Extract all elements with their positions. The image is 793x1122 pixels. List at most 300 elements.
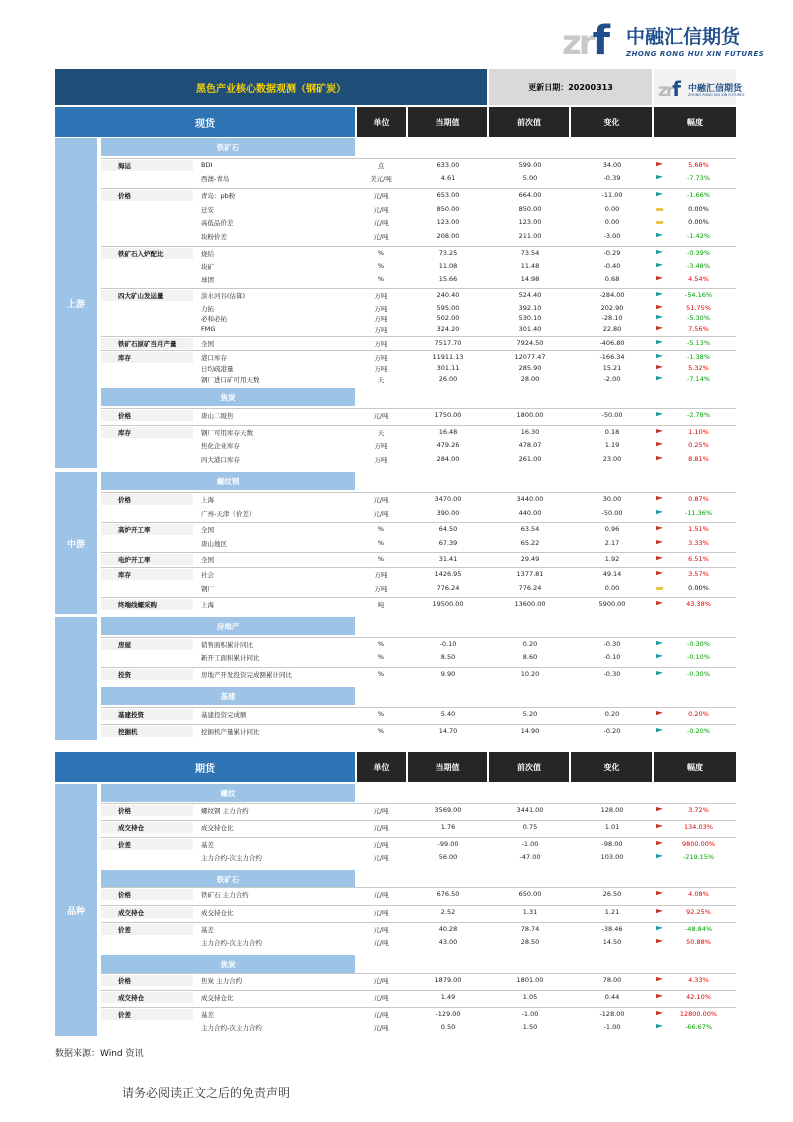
row-current-value: 4.61: [440, 174, 456, 182]
table-row: [101, 974, 736, 986]
row-change-value: 0.44: [604, 993, 620, 1001]
row-pct-change: 0.20%: [688, 710, 709, 718]
row-unit: 吨: [377, 601, 385, 609]
row-current-value: 7517.70: [434, 339, 462, 347]
row-current-value: 40.28: [438, 925, 458, 933]
row-unit: 天: [377, 376, 385, 384]
row-previous-value: 392.10: [518, 304, 542, 312]
table-row: [101, 373, 736, 385]
row-pct-change: 43.38%: [686, 600, 711, 608]
row-change-value: 0.00: [604, 584, 620, 592]
row-previous-value: 28.50: [520, 938, 540, 946]
table-row: [101, 323, 736, 335]
flag-up-icon: [656, 909, 663, 915]
row-pct-change: 0.87%: [688, 495, 709, 503]
row-group-label: 库存: [118, 354, 131, 362]
row-current-value: 595.00: [436, 304, 460, 312]
table-row: [101, 668, 736, 680]
row-current-value: 324.20: [436, 325, 460, 333]
row-unit: %: [377, 539, 385, 547]
fcol-current: 当期值: [408, 752, 487, 782]
row-current-value: 67.39: [438, 539, 458, 547]
flag-up-icon: [656, 824, 663, 830]
row-change-value: 0.68: [604, 275, 620, 283]
row-indicator-name: 淡水河谷(估算): [201, 292, 246, 300]
table-row: [101, 172, 736, 184]
flag-flat-icon: [656, 208, 663, 211]
row-indicator-name: 上海: [201, 496, 214, 504]
row-group-label: 基建投资: [118, 711, 144, 719]
row-indicator-name: 主力合约-次主力合约: [201, 939, 262, 947]
fcat-iron-ore: 铁矿石: [101, 870, 355, 888]
row-previous-value: 776.24: [518, 584, 542, 592]
row-unit: %: [377, 262, 385, 270]
row-group-label: 价差: [118, 1011, 131, 1019]
row-change-value: 0.00: [604, 205, 620, 213]
row-pct-change: 7.56%: [688, 325, 709, 333]
row-previous-value: 63.54: [520, 525, 540, 533]
row-indicator-name: 迁安: [201, 206, 214, 214]
row-previous-value: -47.00: [519, 853, 541, 861]
row-unit: 元/吨: [373, 909, 389, 917]
table-row: [101, 553, 736, 565]
row-unit: 元/吨: [373, 807, 389, 815]
table-row: [101, 439, 736, 451]
row-change-value: 1.21: [604, 908, 620, 916]
flag-up-icon: [656, 601, 663, 607]
row-pct-change: 5.68%: [688, 161, 709, 169]
row-pct-change: 0.00%: [688, 218, 709, 226]
row-current-value: 284.00: [436, 455, 460, 463]
row-change-value: -0.30: [603, 640, 621, 648]
row-pct-change: 1.51%: [688, 525, 709, 533]
row-unit: 万吨: [374, 354, 388, 362]
row-pct-change: -48.84%: [684, 925, 713, 933]
row-indicator-name: 块矿: [201, 263, 214, 271]
row-indicator-name: 基建投资完成额: [201, 711, 247, 719]
row-pct-change: -219.15%: [682, 853, 715, 861]
row-indicator-name: 社会: [201, 571, 214, 579]
table-row: [101, 537, 736, 549]
row-previous-value: 478.07: [518, 441, 542, 449]
row-previous-value: 78.74: [520, 925, 540, 933]
row-unit: 万吨: [374, 365, 388, 373]
row-unit: 元/吨: [373, 1024, 389, 1032]
fcol-change: 变化: [571, 752, 652, 782]
cat-iron-ore: 铁矿石: [101, 138, 355, 156]
flag-up-icon: [656, 442, 663, 448]
row-group-label: 铁矿石原矿当月产量: [118, 340, 177, 348]
row-indicator-name: BDI: [201, 161, 213, 169]
row-previous-value: 65.22: [520, 539, 540, 547]
row-previous-value: 524.40: [518, 291, 542, 299]
cat-infrastructure: 基建: [101, 687, 355, 705]
row-indicator-name: 螺纹钢 主力合约: [201, 807, 249, 815]
row-pct-change: 50.88%: [686, 938, 711, 946]
row-pct-change: 6.51%: [688, 555, 709, 563]
row-indicator-name: 钢厂: [201, 585, 214, 593]
row-current-value: 11.08: [438, 262, 458, 270]
flag-down-icon: [656, 376, 663, 382]
row-unit: 万吨: [374, 585, 388, 593]
flag-flat-icon: [656, 221, 663, 224]
table-row: [101, 725, 736, 737]
flag-up-icon: [656, 526, 663, 532]
row-unit: 万吨: [374, 315, 388, 323]
row-unit: 万吨: [374, 292, 388, 300]
row-indicator-name: 唐山二级焦: [201, 412, 234, 420]
row-pct-change: 51.75%: [686, 304, 711, 312]
row-change-value: 49.14: [602, 570, 622, 578]
row-indicator-name: 高低品价差: [201, 219, 234, 227]
row-unit: 元/吨: [373, 891, 389, 899]
row-change-value: -0.29: [603, 249, 621, 257]
table-row: [101, 1021, 736, 1033]
spot-section-title: 现货: [55, 107, 355, 137]
row-current-value: 301.11: [436, 364, 460, 372]
row-indicator-name: 销售面积累计同比: [201, 641, 253, 649]
row-pct-change: -1.66%: [687, 191, 710, 199]
row-indicator-name: 上海: [201, 601, 214, 609]
row-change-value: 1.01: [604, 823, 620, 831]
col-change: 变化: [571, 107, 652, 137]
row-current-value: 479.26: [436, 441, 460, 449]
row-unit: 元/吨: [373, 994, 389, 1002]
row-pct-change: 3.72%: [688, 806, 709, 814]
row-change-value: -0.20: [603, 727, 621, 735]
row-current-value: 3470.00: [434, 495, 462, 503]
table-row: [101, 203, 736, 215]
row-unit: 元/吨: [373, 1011, 389, 1019]
company-logo: [562, 14, 765, 64]
region-upstream: 上游: [55, 138, 97, 468]
table-row: [101, 568, 736, 580]
fcat-coke: 焦炭: [101, 955, 355, 973]
flag-down-icon: [656, 671, 663, 677]
header-logo: zrf 中融汇信期货 ZHONG RONG HUI XIN FUTURES: [654, 69, 736, 105]
row-indicator-name: 新开工面积累计同比: [201, 654, 260, 662]
row-pct-change: 12800.00%: [679, 1010, 718, 1018]
table-row: [101, 1008, 736, 1020]
row-indicator-name: 港口库存: [201, 354, 227, 362]
row-indicator-name: 主力合约-次主力合约: [201, 1024, 262, 1032]
row-indicator-name: 钢厂进口矿可用天数: [201, 376, 260, 384]
row-current-value: 19500.00: [432, 600, 464, 608]
row-change-value: -166.34: [599, 353, 625, 361]
cat-real-estate: 房地产: [101, 617, 355, 635]
flag-up-icon: [656, 365, 663, 371]
fcol-unit: 单位: [357, 752, 406, 782]
row-pct-change: 4.33%: [688, 976, 709, 984]
table-row: [101, 409, 736, 421]
table-row: [101, 821, 736, 833]
row-unit: 元/吨: [373, 841, 389, 849]
row-change-value: 2.17: [604, 539, 620, 547]
row-group-label: 成交持仓: [118, 994, 144, 1002]
table-row: [101, 888, 736, 900]
flag-down-icon: [656, 854, 663, 860]
row-group-label: 价格: [118, 192, 131, 200]
row-change-value: 1.92: [604, 555, 620, 563]
row-current-value: 1879.00: [434, 976, 462, 984]
row-previous-value: 1.50: [522, 1023, 538, 1031]
row-change-value: -406.80: [599, 339, 625, 347]
row-pct-change: 9800.00%: [681, 840, 716, 848]
row-indicator-name: 基差: [201, 926, 214, 934]
row-indicator-name: 挖掘机产量累计同比: [201, 728, 260, 736]
flag-up-icon: [656, 1011, 663, 1017]
row-current-value: 633.00: [436, 161, 460, 169]
row-unit: %: [377, 640, 385, 648]
row-change-value: -1.00: [603, 1023, 621, 1031]
row-previous-value: 1.31: [522, 908, 538, 916]
row-change-value: -28.10: [601, 314, 623, 322]
table-row: [101, 582, 736, 594]
row-change-value: 15.21: [602, 364, 622, 372]
row-current-value: -99.00: [437, 840, 459, 848]
row-current-value: 1.49: [440, 993, 456, 1001]
table-row: [101, 230, 736, 242]
row-indicator-name: 焦炭 主力合约: [201, 977, 243, 985]
table-row: [101, 453, 736, 465]
cat-coke: 焦炭: [101, 388, 355, 406]
futures-section-title: 期货: [55, 752, 355, 782]
flag-up-icon: [656, 496, 663, 502]
row-group-label: 投资: [118, 671, 131, 679]
flag-down-icon: [656, 315, 663, 321]
row-pct-change: -0.30%: [687, 670, 710, 678]
row-change-value: 22.80: [602, 325, 622, 333]
flag-down-icon: [656, 654, 663, 660]
row-pct-change: 5.32%: [688, 364, 709, 372]
row-unit: 万吨: [374, 442, 388, 450]
row-indicator-name: 四大港口库存: [201, 456, 240, 464]
row-previous-value: -1.00: [521, 840, 539, 848]
row-change-value: 26.50: [602, 890, 622, 898]
flag-down-icon: [656, 192, 663, 198]
row-unit: 万吨: [374, 456, 388, 464]
row-previous-value: 11.48: [520, 262, 540, 270]
row-indicator-name: 基差: [201, 1011, 214, 1019]
row-change-value: -128.00: [599, 1010, 625, 1018]
col-unit: 单位: [357, 107, 406, 137]
row-previous-value: 1800.00: [516, 411, 544, 419]
flag-down-icon: [656, 263, 663, 269]
col-pct: 幅度: [654, 107, 736, 137]
region-varieties: 品种: [55, 784, 97, 1036]
row-pct-change: -3.48%: [687, 262, 710, 270]
company-name-en: ZHONG RONG HUI XIN FUTURES: [626, 50, 765, 58]
row-current-value: 43.00: [438, 938, 458, 946]
row-group-label: 库存: [118, 571, 131, 579]
row-unit: 万吨: [374, 326, 388, 334]
row-previous-value: 0.75: [522, 823, 538, 831]
table-row: [101, 638, 736, 650]
row-previous-value: 0.20: [522, 640, 538, 648]
row-current-value: 14.70: [438, 727, 458, 735]
row-pct-change: -1.38%: [687, 353, 710, 361]
table-row: [101, 216, 736, 228]
row-previous-value: 73.54: [520, 249, 540, 257]
row-pct-change: 0.00%: [688, 584, 709, 592]
report-title: 黑色产业核心数据观测（钢矿炭）: [55, 69, 487, 105]
row-current-value: 3569.00: [434, 806, 462, 814]
table-row: [101, 708, 736, 720]
row-indicator-name: 全国: [201, 526, 214, 534]
row-indicator-name: 主力合约-次主力合约: [201, 854, 262, 862]
row-pct-change: -5.30%: [687, 314, 710, 322]
row-indicator-name: 球团: [201, 276, 214, 284]
row-unit: 元/吨: [373, 219, 389, 227]
row-change-value: 78.00: [602, 976, 622, 984]
table-row: [101, 189, 736, 201]
table-row: [101, 906, 736, 918]
row-current-value: 73.25: [438, 249, 458, 257]
flag-up-icon: [656, 540, 663, 546]
row-indicator-name: 成交持仓比: [201, 909, 234, 917]
row-change-value: 0.00: [604, 218, 620, 226]
row-group-label: 挖掘机: [118, 728, 138, 736]
row-unit: 元/吨: [373, 854, 389, 862]
row-group-label: 四大矿山发运量: [118, 292, 164, 300]
row-previous-value: 301.40: [518, 325, 542, 333]
row-indicator-name: 西澳-青岛: [201, 175, 230, 183]
row-pct-change: 1.10%: [688, 428, 709, 436]
row-indicator-name: 基差: [201, 841, 214, 849]
row-previous-value: 650.00: [518, 890, 542, 898]
row-group-label: 价格: [118, 496, 131, 504]
row-indicator-name: 成交持仓比: [201, 824, 234, 832]
row-change-value: -0.30: [603, 670, 621, 678]
row-change-value: -0.10: [603, 653, 621, 661]
row-group-label: 价差: [118, 841, 131, 849]
row-current-value: 56.00: [438, 853, 458, 861]
logo-mark: zrf: [562, 18, 607, 64]
flag-down-icon: [656, 233, 663, 239]
flag-up-icon: [656, 571, 663, 577]
row-unit: 元/吨: [373, 939, 389, 947]
row-group-label: 终端线螺采购: [118, 601, 157, 609]
row-current-value: 9.90: [440, 670, 456, 678]
row-group-label: 价格: [118, 977, 131, 985]
row-previous-value: 261.00: [518, 455, 542, 463]
row-previous-value: 14.90: [520, 727, 540, 735]
row-current-value: -129.00: [435, 1010, 461, 1018]
row-current-value: 0.50: [440, 1023, 456, 1031]
table-row: [101, 337, 736, 349]
row-current-value: 11911.13: [432, 353, 464, 361]
row-pct-change: -1.42%: [687, 232, 710, 240]
row-group-label: 价格: [118, 891, 131, 899]
row-group-label: 电炉开工率: [118, 556, 151, 564]
row-unit: 点: [377, 162, 385, 170]
row-change-value: 34.00: [602, 161, 622, 169]
table-row: [101, 247, 736, 259]
row-pct-change: 3.33%: [688, 539, 709, 547]
row-previous-value: 13600.00: [514, 600, 546, 608]
row-unit: 天: [377, 429, 385, 437]
table-row: [101, 289, 736, 301]
cat-rebar: 螺纹钢: [101, 472, 355, 490]
row-previous-value: 5.20: [522, 710, 538, 718]
flag-up-icon: [656, 326, 663, 332]
row-pct-change: 0.00%: [688, 205, 709, 213]
row-group-label: 房屋: [118, 641, 131, 649]
row-indicator-name: 房地产开发投资完成额累计同比: [201, 671, 292, 679]
row-current-value: 15.66: [438, 275, 458, 283]
row-pct-change: 134.03%: [684, 823, 713, 831]
row-current-value: 1.76: [440, 823, 456, 831]
row-unit: %: [377, 525, 385, 533]
row-indicator-name: FMG: [201, 325, 216, 333]
table-row: [101, 851, 736, 863]
row-unit: 元/吨: [373, 510, 389, 518]
row-change-value: 14.50: [602, 938, 622, 946]
row-pct-change: 4.08%: [688, 890, 709, 898]
row-unit: %: [377, 670, 385, 678]
flag-up-icon: [656, 939, 663, 945]
row-indicator-name: 广州-天津（价差）: [201, 510, 256, 518]
row-group-label: 成交持仓: [118, 824, 144, 832]
row-change-value: 0.20: [604, 710, 620, 718]
row-previous-value: 16.30: [520, 428, 540, 436]
row-current-value: 26.00: [438, 375, 458, 383]
row-current-value: 31.41: [438, 555, 458, 563]
row-pct-change: -0.39%: [687, 249, 710, 257]
flag-down-icon: [656, 354, 663, 360]
row-unit: %: [377, 727, 385, 735]
row-previous-value: 664.00: [518, 191, 542, 199]
row-indicator-name: 日均疏港量: [201, 365, 234, 373]
row-previous-value: 14.98: [520, 275, 540, 283]
row-current-value: 1750.00: [434, 411, 462, 419]
row-indicator-name: 成交持仓比: [201, 994, 234, 1002]
row-previous-value: 3441.00: [516, 806, 544, 814]
flag-down-icon: [656, 250, 663, 256]
row-previous-value: 1.05: [522, 993, 538, 1001]
table-row: [101, 273, 736, 285]
flag-flat-icon: [656, 587, 663, 590]
table-row: [101, 651, 736, 663]
flag-up-icon: [656, 711, 663, 717]
table-row: [101, 936, 736, 948]
flag-up-icon: [656, 977, 663, 983]
fcol-pct: 幅度: [654, 752, 736, 782]
row-group-label: 高炉开工率: [118, 526, 151, 534]
row-previous-value: 3440.00: [516, 495, 544, 503]
row-pct-change: 92.25%: [686, 908, 711, 916]
flag-up-icon: [656, 841, 663, 847]
row-previous-value: 850.00: [518, 205, 542, 213]
row-unit: 美元/吨: [370, 175, 392, 183]
disclaimer: 请务必阅读正文之后的免责声明: [122, 1086, 291, 1100]
row-unit: %: [377, 249, 385, 257]
row-pct-change: 4.54%: [688, 275, 709, 283]
company-name-cn: 中融汇信期货: [626, 26, 741, 48]
flag-up-icon: [656, 994, 663, 1000]
row-current-value: 64.50: [438, 525, 458, 533]
row-change-value: -11.00: [601, 191, 623, 199]
row-unit: 元/吨: [373, 926, 389, 934]
row-current-value: 390.00: [436, 509, 460, 517]
flag-down-icon: [656, 510, 663, 516]
row-indicator-name: 烧结: [201, 250, 214, 258]
row-pct-change: 8.81%: [688, 455, 709, 463]
row-group-label: 价差: [118, 926, 131, 934]
row-indicator-name: 力拓: [201, 305, 214, 313]
row-previous-value: 123.00: [518, 218, 542, 226]
row-current-value: 850.00: [436, 205, 460, 213]
